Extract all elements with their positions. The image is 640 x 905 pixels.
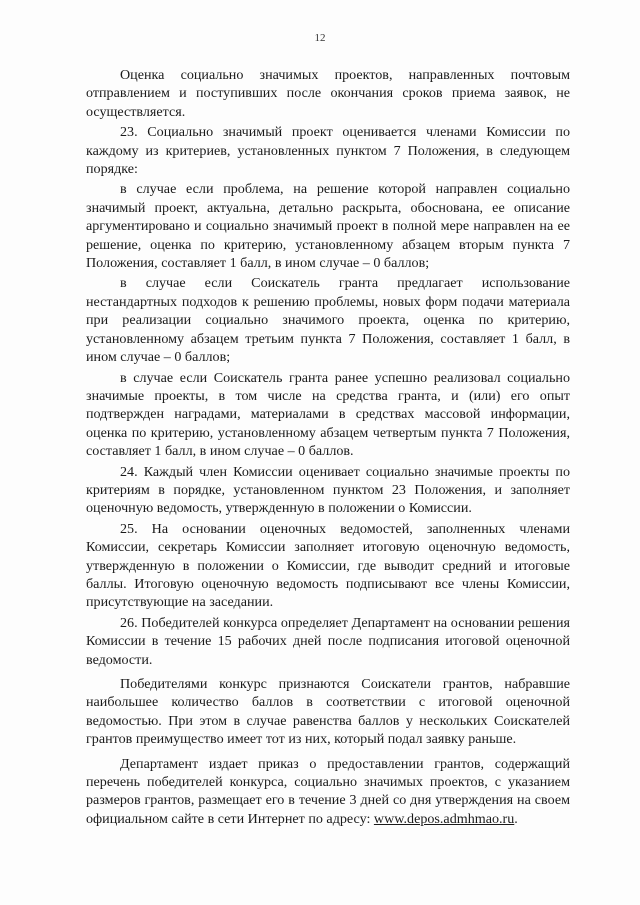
paragraph-26-winners: 26. Победителей конкурса определяет Департамент на основании решения Комиссии в течение 15 рабочих дней после подписания итоговой оценочной ведомости.: [86, 614, 570, 668]
document-body: [86, 66, 570, 830]
paragraph-winners-definition: Победителями конкурс признаются Соискатели грантов, набравшие наибольшее количество баллов в соответствии с итоговой оценочной ведомостью. При этом в случае равенства баллов у нескольких Соискателей грантов преимущество имеет тот из них, который подал заявку раньше.: [86, 676, 570, 748]
page-number: 12: [314, 32, 326, 44]
paragraph-23-evaluation-criteria: 23. Социально значимый проект оценивается членами Комиссии по каждому из критериев, установленных пунктом 7 Положения, в следующем порядке:: [86, 124, 570, 178]
paragraph-criterion-problem: в случае если проблема, на решение которой направлен социально значимый проект, актуальна, детально раскрыта, обоснована, ее описание аргументировано и социально значимый проект в полной мере направлен на ее решение, оценка по критерию, установленному абзацем вторым пункта 7 Положения, составляет 1 балл, в ином случае – 0 баллов;: [86, 181, 570, 272]
paragraph-criterion-innovation: в случае если Соискатель гранта предлагает использование нестандартных подходов к решению проблемы, новых форм подачи материала при реализации социально значимого проекта, оценка по критерию, установленному абзацем третьим пункта 7 Положения, составляет 1 балл, в ином случае – 0 баллов;: [86, 275, 570, 366]
paragraph-24-member-evaluation: 24. Каждый член Комиссии оценивает социально значимые проекты по критериям в порядке, установленном пунктом 23 Положения, и заполняет оценочную ведомость, утвержденную в положении о Комиссии.: [86, 463, 570, 517]
paragraph-criterion-experience: в случае если Соискатель гранта ранее успешно реализовал социально значимые проекты, в том числе на средства гранта, и (или) его опыт подтвержден наградами, материалами в средствах массовой информации, оценка по критерию, установленному абзацем четвертым пункта 7 Положения, составляет 1 балл, в ином случае – 0 баллов.: [86, 369, 570, 460]
paragraph-department-order: [86, 755, 570, 829]
department-order-text: Департамент издает приказ о предоставлении грантов, содержащий перечень победителей конкурса, социально значимых проектов, с указанием размеров грантов, размещает его в течение 3 дней со дня утверждения на своем официальном сайте в сети Интернет по адресу:: [86, 755, 570, 827]
website-link[interactable]: www.depos.admhmao.ru: [373, 810, 515, 827]
final-period: .: [514, 810, 518, 827]
paragraph-late-submissions: Оценка социально значимых проектов, направленных почтовым отправлением и поступивших после окончания сроков приема заявок, не осуществляется.: [86, 67, 570, 120]
paragraph-25-final-sheet: 25. На основании оценочных ведомостей, заполненных членами Комиссии, секретарь Комиссии заполняет итоговую оценочную ведомость, утвержденную в положении о Комиссии, где выводит средний и итоговые баллы. Итоговую оценочную ведомость подписывают все члены Комиссии, присутствующие на заседании.: [86, 520, 570, 611]
